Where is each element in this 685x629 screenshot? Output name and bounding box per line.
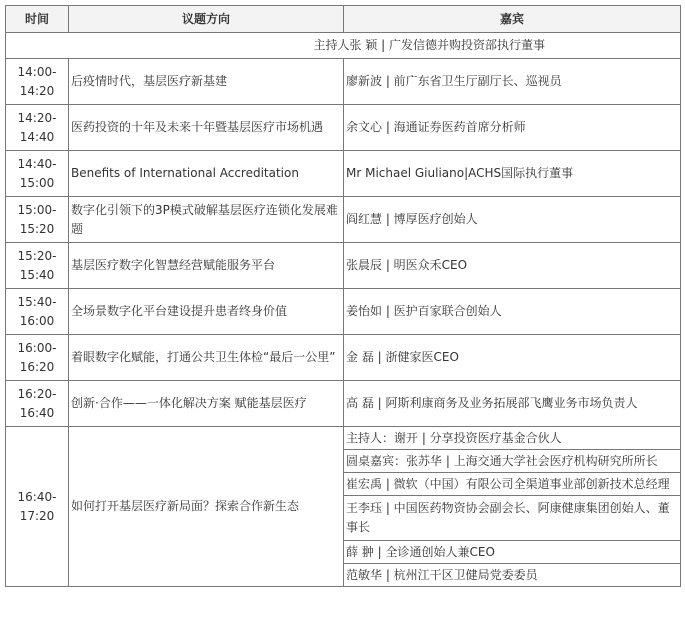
table-row bbox=[6, 381, 681, 427]
guest-cell: 阎红慧 | 博厚医疗创始人 bbox=[344, 197, 681, 243]
panel-topic-cell: 如何打开基层医疗新局面？探索合作新生态 bbox=[69, 427, 344, 587]
time-start: 15:40- bbox=[17, 294, 57, 309]
header-guest: 嘉宾 bbox=[344, 6, 681, 33]
panel-row bbox=[6, 427, 681, 450]
guest-cell: 廖新波 | 前广东省卫生厅副厅长、巡视员 bbox=[344, 59, 681, 105]
time-start: 15:00- bbox=[17, 202, 57, 217]
time-start: 16:00- bbox=[17, 340, 57, 355]
panel-guest-cell: 薛 翀 | 全诊通创始人兼CEO bbox=[344, 541, 681, 564]
time-end: 14:40 bbox=[19, 129, 55, 144]
header-time: 时间 bbox=[6, 6, 69, 33]
time-cell bbox=[6, 105, 69, 151]
table-row bbox=[6, 243, 681, 289]
panel-guest-cell: 圆桌嘉宾：张苏华 | 上海交通大学社会医疗机构研究所所长 bbox=[344, 450, 681, 473]
table-row bbox=[6, 151, 681, 197]
time-end: 15:20 bbox=[19, 221, 55, 236]
guest-cell: Mr Michael Giuliano|ACHS国际执行董事 bbox=[344, 151, 681, 197]
time-end: 14:20 bbox=[19, 83, 55, 98]
agenda-container bbox=[5, 5, 680, 587]
panel-guest-cell: 主持人：谢开 | 分享投资医疗基金合伙人 bbox=[344, 427, 681, 450]
topic-cell: 基层医疗数字化智慧经营赋能服务平台 bbox=[69, 243, 344, 289]
time-end: 15:40 bbox=[19, 267, 55, 282]
topic-cell: 数字化引领下的3P模式破解基层医疗连锁化发展难题 bbox=[69, 197, 344, 243]
panel-guest-cell: 崔宏禹 | 微软（中国）有限公司全渠道事业部创新技术总经理 bbox=[344, 473, 681, 496]
time-start: 15:20- bbox=[17, 248, 57, 263]
time-cell bbox=[6, 197, 69, 243]
moderator-row bbox=[6, 33, 681, 59]
time-end: 15:00 bbox=[19, 175, 55, 190]
time-start: 14:00- bbox=[17, 64, 57, 79]
time-cell bbox=[6, 381, 69, 427]
table-row bbox=[6, 197, 681, 243]
time-start: 16:40- bbox=[17, 489, 57, 504]
guest-cell: 高 磊 | 阿斯利康商务及业务拓展部飞鹰业务市场负责人 bbox=[344, 381, 681, 427]
table-row bbox=[6, 289, 681, 335]
time-cell bbox=[6, 151, 69, 197]
guest-cell: 姜怡如 | 医护百家联合创始人 bbox=[344, 289, 681, 335]
time-end: 16:00 bbox=[19, 313, 55, 328]
header-row bbox=[6, 6, 681, 33]
guest-cell: 余文心 | 海通证券医药首席分析师 bbox=[344, 105, 681, 151]
time-start: 14:40- bbox=[17, 156, 57, 171]
topic-cell: 医药投资的十年及未来十年暨基层医疗市场机遇 bbox=[69, 105, 344, 151]
panel-guest-cell: 王李珏 | 中国医药物资协会副会长、阿康健康集团创始人、董事长 bbox=[344, 496, 681, 541]
agenda-table bbox=[5, 5, 681, 587]
header-topic: 议题方向 bbox=[69, 6, 344, 33]
time-end: 17:20 bbox=[19, 508, 55, 523]
topic-cell: 全场景数字化平台建设提升患者终身价值 bbox=[69, 289, 344, 335]
table-row bbox=[6, 105, 681, 151]
time-end: 16:20 bbox=[19, 359, 55, 374]
topic-cell: Benefits of International Accreditation bbox=[69, 151, 344, 197]
topic-cell: 后疫情时代，基层医疗新基建 bbox=[69, 59, 344, 105]
time-cell bbox=[6, 335, 69, 381]
guest-cell: 金 磊 | 浙健家医CEO bbox=[344, 335, 681, 381]
time-end: 16:40 bbox=[19, 405, 55, 420]
panel-guest-cell: 范敏华 | 杭州江干区卫健局党委委员 bbox=[344, 564, 681, 587]
table-row bbox=[6, 59, 681, 105]
time-start: 16:20- bbox=[17, 386, 57, 401]
topic-cell: 创新·合作——一体化解决方案 赋能基层医疗 bbox=[69, 381, 344, 427]
time-cell bbox=[6, 289, 69, 335]
moderator-cell: 主持人张 颖 | 广发信德并购投资部执行董事 bbox=[6, 33, 681, 59]
time-cell bbox=[6, 243, 69, 289]
time-start: 14:20- bbox=[17, 110, 57, 125]
table-row bbox=[6, 335, 681, 381]
panel-time-cell bbox=[6, 427, 69, 587]
time-cell bbox=[6, 59, 69, 105]
guest-cell: 张晨辰 | 明医众禾CEO bbox=[344, 243, 681, 289]
topic-cell: 着眼数字化赋能，打通公共卫生体检“最后一公里” bbox=[69, 335, 344, 381]
